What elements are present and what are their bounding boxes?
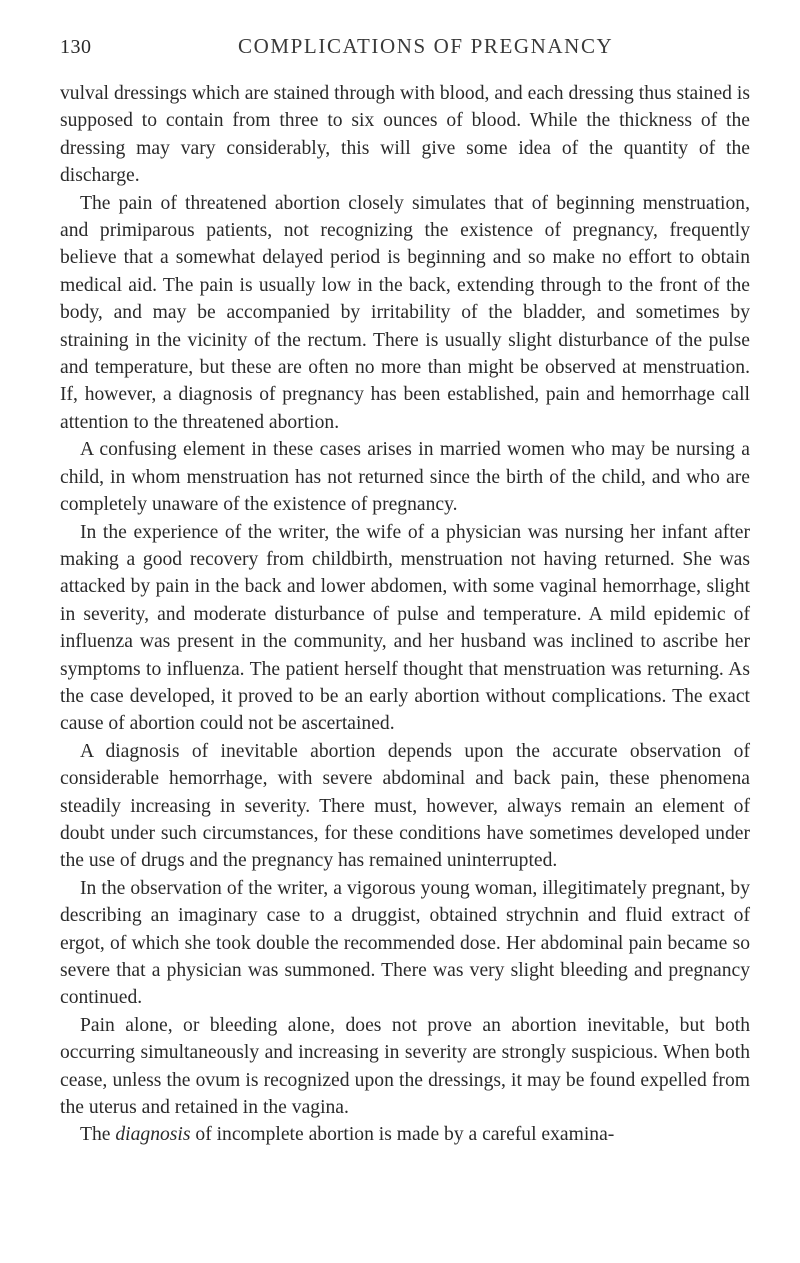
paragraph: In the observation of the writer, a vigorous young woman, illegitimately pregnant, by describing an imaginary case to a druggist, obtained strychnin and fluid extract of ergot, of which she took double the recommended dose. Her abdominal pain became so severe that a physician was summoned. There was very slight bleeding and pregnancy continued. xyxy=(60,877,750,1009)
running-head: COMPLICATIONS OF PREGNANCY xyxy=(238,34,614,58)
paragraph: In the experience of the writer, the wife of a physician was nursing her infant after making a good recovery from childbirth, menstruation not having returned. She was attacked by pain in the back and lower abdomen, with some vaginal hemorrhage, slight in severity, and moderate disturbance of pulse and temperature. A mild epidemic of influenza was present in the community, and her husband was inclined to ascribe her symptoms to influenza. The patient herself thought that menstruation was returning. As the case developed, it proved to be an early abortion without complications. The exact cause of abortion could not be ascertained. xyxy=(60,521,750,735)
paragraph: A confusing element in these cases arises in married women who may be nursing a child, in whom menstruation has not returned since the birth of the child, and who are completely unaware of the existence of pregnancy. xyxy=(60,439,750,516)
body-text xyxy=(60,80,750,1149)
page-number: 130 xyxy=(60,36,92,58)
text-run: of incomplete abortion is made by a careful examina- xyxy=(190,1124,615,1146)
emphasized-term: diagnosis xyxy=(115,1124,191,1146)
paragraph: The pain of threatened abortion closely simulates that of beginning menstruation, and primiparous patients, not recognizing the existence of pregnancy, frequently believe that a somewhat delayed period is beginning and so make no effort to obtain medical aid. The pain is usually low in the back, extending through to the front of the body, and may be accompanied by irritability of the bladder, and sometimes by straining in the vicinity of the rectum. There is usually slight disturbance of the pulse and temperature, but these are often no more than might be observed at menstruation. If, however, a diagnosis of pregnancy has been established, pain and hemorrhage call attention to the threatened abortion. xyxy=(60,192,750,433)
text-run: The xyxy=(80,1124,116,1146)
paragraph: A diagnosis of inevitable abortion depends upon the accurate observation of considerable hemorrhage, with severe abdominal and back pain, these phenomena steadily increasing in severity. There must, however, always remain an element of doubt under such circumstances, for these conditions have sometimes developed under the use of drugs and the pregnancy has remained uninterrupted. xyxy=(60,740,750,872)
paragraph: vulval dressings which are stained through with blood, and each dressing thus stained is supposed to contain from three to six ounces of blood. While the thickness of the dressing may vary considerably, this will give some idea of the quantity of the discharge. xyxy=(60,83,750,187)
paragraph xyxy=(60,1121,750,1148)
paragraph: Pain alone, or bleeding alone, does not prove an abortion inevitable, but both occurring simultaneously and increasing in severity are strongly suspicious. When both cease, unless the ovum is recognized upon the dressings, it may be found expelled from the uterus and retained in the vagina. xyxy=(60,1014,750,1119)
